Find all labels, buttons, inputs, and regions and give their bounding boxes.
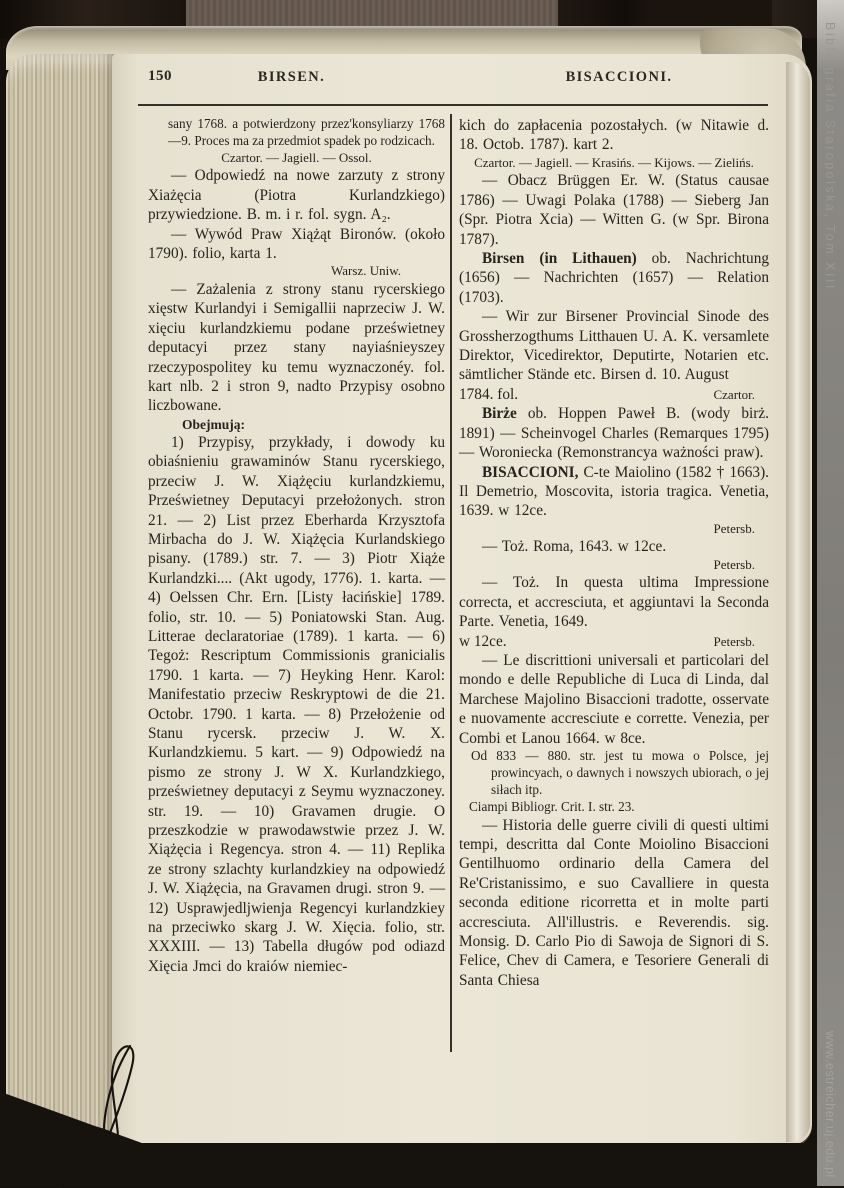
entry-text: ob. Nachrichtung (1656) — Nachrichten (1657) — Relation (1703).	[459, 250, 769, 306]
library-attribution: Petersb.	[713, 556, 755, 572]
entry-paragraph: 1) Przypisy, przykłady, i dowody ku obiaśnieniu grawaminów Stanu rycerskiego, przeciw J. W. Xiążęciu kurlandzkiemu, Prześwietney Deputacyi przełożonych. stron 21. — 2) List przez Eberharda Krzysztofa Mirbacha do J. W. Xiążęcia Kurlandskiego pisany. (1789.) str. 7. — 3) Piotr Xiąże Kurlandzki.... (Akt ugody, 1776). 1. karta. — 4) Oelssen Chr. Ern. [Listy łacińskie] 1789. folio, str. 10. — 5) Poniatowski Stan. Aug. Litterae declaratoriae (1789). 1 karta. — 6) Tegoż: Rescriptum Commissionis granicialis 1790. 1 karta. — 7) Heyking Henr. Karol: Manifestatio przeciw Reskryptowi de die 21. Octobr. 1790. 1 karta. — 8) Przełożenie od Stanu rycersk. przeciw J. W. X. Kurlandzkiemu. 5 kart. — 9) Odpowiedź na pismo ze strony J. W X. Kurlandzkiego, prześwietney deputacyi z Seymu wyznaczoney. str. 19. — 10) Gravamen drugie. O przeszkodzie w prawodawstwie przez J. W. Xiążęcia i Regencya. stron 4. — 11) Replika ze strony szlachty kurlandzkiey na odpowiedź J. W. Xiążęcia, na Gravamen drugi. stron 9. — 12) Usprawjedljwienja Regencyi kurlandzkiey na przeciwko skarg J. W. Xięcia. folio, str. XXXIII. — 13) Tabella długów pod odiazd Xięcia Jmci do kraiów niemiec-	[148, 433, 445, 975]
running-head-right: BISACCIONI.	[565, 69, 673, 85]
library-attribution: Czartor.	[713, 386, 755, 402]
entry-headword: Birsen (in Lithauen)	[481, 250, 637, 268]
entry-paragraph	[459, 404, 769, 462]
left-column	[148, 116, 445, 976]
entry-paragraph: — Le discrittioni universali et particolari del mondo e delle Republiche di Luca di Linda, dal Marchese Majolino Bisaccioni tradotte, osservate e nuovamente accresciute e corrette. Venezia, per Combi et Lanou 1664. w 8ce.	[459, 651, 769, 747]
entry-text: C-te Maiolino (1582 † 1663). Il Demetrio, Moscovita, istoria tragica. Venetia, 1639. w 12ce.	[459, 463, 769, 520]
page-number: 150	[148, 68, 172, 84]
entry-last-line	[459, 632, 769, 651]
right-column	[459, 116, 769, 990]
watermark-text-title: Bibliografia Staropolska, Tom XIII	[823, 22, 837, 291]
library-attribution: Petersb.	[713, 520, 755, 536]
entry-headword: Birże	[481, 405, 517, 423]
section-label: Obejmują:	[182, 416, 245, 432]
book-page	[112, 54, 812, 1149]
handwritten-mark	[44, 1038, 194, 1188]
entry-headword: BISACCIONI,	[481, 463, 579, 481]
watermark-text-url: www.estreicher.uj.edu.pl	[823, 1031, 837, 1178]
entry-paragraph: — Zażalenia z strony stanu rycerskiego xięstw Kurlandyi i Semigallii naprzeciw J. W. xięciu kurlandzkiemu podane prześwietney deputacyi przez stany nayiaśnieyszey rzeczypospolitey ku temu wyznaczonéy. fol. kart nlb. 2 i stron 9, nadto Przypisy osobno liczbowane.	[148, 281, 445, 415]
entry-paragraph: — Odpowiedź na nowe zarzuty z strony Xiażęcia (Piotra Kurlandzkiego) przywiedzione. B. m. i r. fol. sygn. A₂.	[148, 167, 445, 224]
entry-paragraph: — Obacz Brüggen Er. W. (Status causae 1786) — Uwagi Polaka (1788) — Sieberg Jan (Spr. Piotra Xcia) — Witten G. (w Spr. Birona 1787).	[459, 172, 769, 248]
entry-text: w 12ce.	[459, 632, 507, 650]
page-stack-edge	[6, 54, 116, 1140]
running-head-left: BIRSEN.	[257, 69, 326, 85]
watermark-strip	[817, 0, 844, 1186]
entry-text: ob. Hoppen Paweł B. (wody birż. 1891) — Scheinvogel Charles (Remarques 1795) — Woroniecka (Remonstrancya ważności praw).	[459, 405, 769, 462]
header-rule	[138, 104, 768, 106]
note-paragraph: Od 833 — 880. str. jest tu mowa o Polsce, jej prowincyach, o dawnych i nowszych ubiorach, o jej siłach itp.	[471, 747, 769, 797]
library-attribution: Czartor. — Jagiell. — Krasińs. — Kijows. — Zielińs.	[474, 154, 754, 170]
entry-text: 1784. fol.	[459, 385, 519, 403]
library-attribution: Warsz. Uniw.	[331, 263, 401, 279]
entry-paragraph: kich do zapłacenia pozostałych. (w Nitawie d. 18. Octob. 1787). kart 2.	[459, 117, 769, 154]
note-paragraph: sany 1768. a potwierdzony przez'konsyliarzy 1768—9. Proces ma za przedmiot spadek po rodzicach.	[168, 116, 445, 148]
page-edge-crease	[786, 62, 810, 1142]
note-paragraph: Ciampi Bibliogr. Crit. I. str. 23.	[469, 798, 635, 814]
entry-paragraph: — Wir zur Birsener Provincial Sinode des Grossherzogthums Litthauen U. A. K. versamlete Direktor, Vicedirektor, Deputirte, Notarien etc. sämtlicher Stände etc. Birsen d. 10. August	[459, 308, 769, 384]
entry-paragraph: — Historia delle guerre civili di questi ultimi tempi, descritta dal Conte Moiolino Bisaccioni Gentilhuomo ordinario della Camera del Re'Cristanissimo, e suo Cavalliere in questa seconda editione ricorretta et in molte parti accresciuta. All'illustris. e Reverendis. sig. Monsig. D. Carlo Pio di Sawoja de Signori di S. Felice, Chev di Camera, e Tesoriere Generali di Santa Chiesa	[459, 816, 769, 989]
entry-paragraph: — Toż. Roma, 1643. w 12ce.	[481, 538, 667, 556]
column-divider	[450, 114, 452, 1052]
entry-last-line	[459, 385, 769, 404]
entry-paragraph: — Wywód Praw Xiążąt Bironów. (około 1790). folio, karta 1.	[148, 225, 445, 263]
library-attribution: Petersb.	[713, 633, 755, 649]
entry-paragraph	[459, 463, 769, 521]
entry-paragraph	[459, 249, 769, 307]
library-attribution: Czartor. — Jagiell. — Ossol.	[221, 149, 372, 165]
entry-paragraph: — Toż. In questa ultima Impressione correcta, et accresciuta, et aggiuntavi la Seconda Parte. Venetia, 1649.	[459, 574, 769, 631]
